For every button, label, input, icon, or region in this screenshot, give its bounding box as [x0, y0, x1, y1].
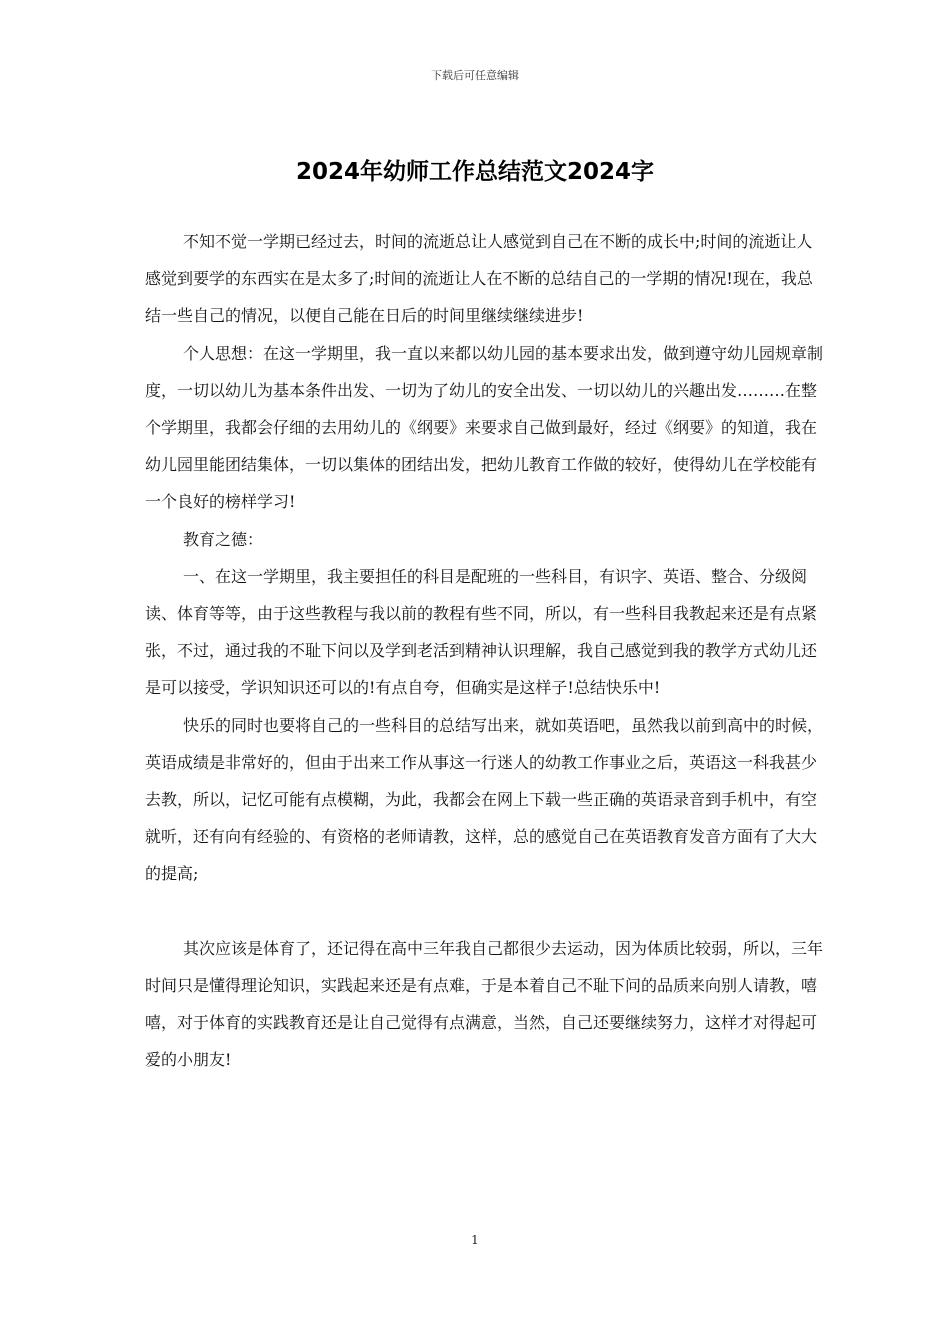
document-body	[145, 223, 825, 1078]
paragraph-pe-summary: 其次应该是体育了，还记得在高中三年我自己都很少去运动，因为体质比较弱，所以，三年时间只是懂得理论知识，实践起来还是有点难，于是本着自己不耻下问的品质来向别人请教，嘻嘻，对于体育的实践教育还是让自己觉得有点满意，当然，自己还要继续努力，这样才对得起可爱的小朋友!	[145, 938, 824, 1070]
document-title: 2024年幼师工作总结范文2024字	[295, 159, 655, 185]
paragraph-english-summary: 快乐的同时也要将自己的一些科目的总结写出来，就如英语吧，虽然我以前到高中的时候，英语成绩是非常好的，但由于出来工作从事这一行迷人的幼教工作事业之后，英语这一科我甚少去教，所以，记忆可能有点模糊，为此，我都会在网上下载一些正确的英语录音到手机中，有空就听，还有向有经验的、有资格的老师请教，这样，总的感觉自己在英语教育发音方面有了大大的提高;	[145, 715, 824, 884]
paragraph-teaching-subjects: 一、在这一学期里，我主要担任的科目是配班的一些科目，有识字、英语、整合、分级阅读、体育等等，由于这些教程与我以前的教程有些不同，所以，有一些科目我教起来还是有点紧张，不过，通过我的不耻下问以及学到老活到精神认识理解，我自己感觉到我的教学方式幼儿还是可以接受，学识知识还可以的!有点自夸，但确实是这样子!总结快乐中!	[145, 566, 818, 698]
paragraph-spacer	[145, 893, 825, 930]
paragraph-education-heading: 教育之德：	[183, 529, 264, 549]
page-header-note: 下载后可任意编辑	[431, 69, 519, 82]
paragraph-personal-thoughts: 个人思想：在这一学期里，我一直以来都以幼儿园的基本要求出发，做到遵守幼儿园规章制度，一切以幼儿为基本条件出发、一切为了幼儿的安全出发、一切以幼儿的兴趣出发………在整个学期里，我都会仔细的去用幼儿的《纲要》来要求自己做到最好，经过《纲要》的知道，我在幼儿园里能团结集体，一切以集体的团结出发，把幼儿教育工作做的较好，使得幼儿在学校能有一个良好的榜样学习!	[145, 343, 824, 512]
page-number: 1	[471, 1233, 479, 1247]
paragraph-intro: 不知不觉一学期已经过去，时间的流逝总让人感觉到自己在不断的成长中;时间的流逝让人感觉到要学的东西实在是太多了;时间的流逝让人在不断的总结自己的一学期的情况!现在，我总结一些自己的情况，以便自己能在日后的时间里继续继续进步!	[145, 232, 813, 326]
